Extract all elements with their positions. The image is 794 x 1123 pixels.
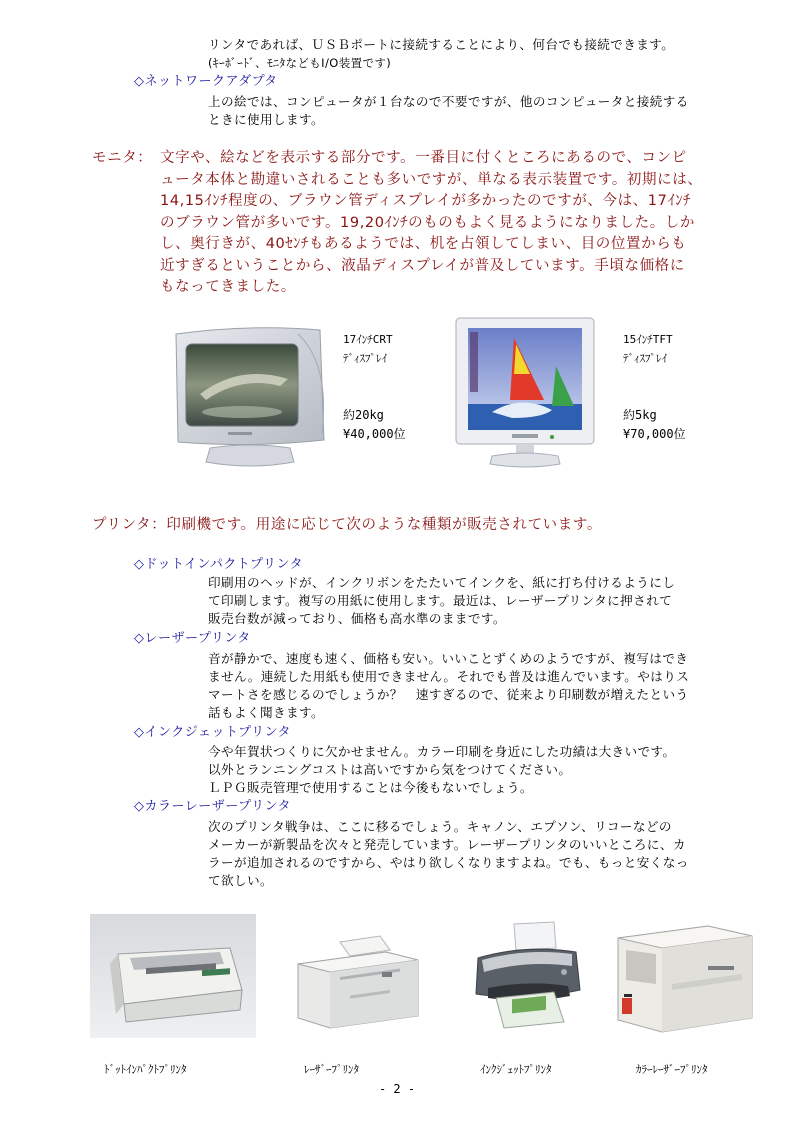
dot-impact-printer-image xyxy=(90,914,256,1038)
laser-printer-image xyxy=(290,924,424,1032)
caption-line: 17ｲﾝﾁCRT xyxy=(343,333,393,346)
text-line: ＬＰＧ販売管理で使用することは今後もないでしょう。 xyxy=(208,780,533,795)
crt-caption xyxy=(343,330,406,444)
inkjet-printer-image xyxy=(468,918,586,1030)
caption-line: 15ｲﾝﾁTFT xyxy=(623,333,673,346)
text-line: 以外とランニングコストは高いですから気をつけてください。 xyxy=(208,762,572,777)
caption-inkjet-printer: ｲﾝｸｼﾞｪｯﾄﾌﾟﾘﾝﾀ xyxy=(480,1063,552,1076)
page-number: - 2 - xyxy=(378,1082,416,1096)
text-line: 近すぎるということから、液晶ディスプレイが普及しています。手頃な価格に xyxy=(160,257,685,274)
text-line: て印刷します。複写の用紙に使用します。最近は、レーザープリンタに押されて xyxy=(208,593,673,608)
caption-price: ¥40,000位 xyxy=(343,427,406,441)
heading-network-adapter: ◇ネットワークアダプタ xyxy=(134,74,278,89)
heading-color-laser-printer: ◇カラーレーザープリンタ xyxy=(134,799,292,814)
text-line: 次のプリンタ戦争は、ここに移るでしょう。キャノン、エプソン、リコーなどの xyxy=(208,819,672,834)
text-line: 音が静かで、速度も速く、価格も安い。いいことずくめのようですが、複写はでき xyxy=(208,651,689,666)
caption-price: ¥70,000位 xyxy=(623,427,686,441)
caption-weight: 約20kg xyxy=(343,408,384,422)
term-monitor: モニタ： xyxy=(92,150,153,166)
laser-text xyxy=(208,650,689,722)
text-line: 14,15ｲﾝﾁ程度の、ブラウン管ディスプレイが多かったのですが、今は、17ｲﾝﾁ xyxy=(160,193,692,209)
text-line: (ｷｰﾎﾞｰﾄﾞ、ﾓﾆﾀなどもI/O装置です) xyxy=(208,56,392,70)
text-line: リンタであれば、ＵＳＢポートに接続することにより、何台でも接続できます。 xyxy=(208,37,675,52)
color-laser-text xyxy=(208,818,689,890)
text-line: ません。連続した用紙も使用できません。それでも普及は進んでいます。やはりス xyxy=(208,669,690,684)
color-laser-printer-image xyxy=(612,920,758,1040)
text-line: ュータ本体と勘違いされることも多いですが、単なる表示装置です。初期には、 xyxy=(160,171,703,188)
tft-caption xyxy=(623,330,686,444)
inkjet-text xyxy=(208,743,676,797)
text-line: 印刷用のヘッドが、インクリボンをたたいてインクを、紙に打ち付けるようにし xyxy=(208,575,676,590)
caption-line: ﾃﾞｨｽﾌﾟﾚｲ xyxy=(343,352,387,365)
text-line: ラーが追加されるのですから、やはり欲しくなりますよね。でも、もっと安くなっ xyxy=(208,855,689,870)
caption-line: ﾃﾞｨｽﾌﾟﾚｲ xyxy=(623,352,667,365)
network-text xyxy=(208,93,689,129)
caption-weight: 約5kg xyxy=(623,408,657,422)
caption-color-laser-printer: ｶﾗｰﾚｰｻﾞｰﾌﾟﾘﾝﾀ xyxy=(636,1063,708,1076)
text-line: メーカーが新製品を次々と発売しています。レーザープリンタのいいところに、カ xyxy=(208,837,686,852)
text-line: ときに使用します。 xyxy=(208,112,324,127)
text-line: て欲しい。 xyxy=(208,873,273,888)
caption-dot-impact-printer: ﾄﾞｯﾄｲﾝﾊﾟｸﾄﾌﾟﾘﾝﾀ xyxy=(104,1063,187,1076)
text-line: 今や年賀状つくりに欠かせません。カラー印刷を身近にした功績は大きいです。 xyxy=(208,744,676,759)
heading-inkjet-printer: ◇インクジェットプリンタ xyxy=(134,725,292,740)
monitor-text xyxy=(160,148,702,299)
caption-laser-printer: ﾚｰｻﾞｰﾌﾟﾘﾝﾀ xyxy=(304,1063,359,1076)
text-line: のブラウン管が多いです。19,20ｲﾝﾁのものもよく見るようになりました。しか xyxy=(160,214,695,231)
text-line: 販売台数が減っており、価格も高水準のままです。 xyxy=(208,611,506,626)
text-line: し、奥行きが、40ｾﾝﾁもあるようでは、机を占領してしまい、目の位置からも xyxy=(160,236,687,252)
text-line: マートさを感じるのでしょうか？ 速すぎるので、従来より印刷数が増えたという xyxy=(208,687,689,702)
crt-monitor-image xyxy=(170,324,330,470)
tft-monitor-image xyxy=(452,314,602,474)
printer-intro: プリンタ：印刷機です。用途に応じて次のような種類が販売されています。 xyxy=(92,517,602,533)
heading-laser-printer: ◇レーザープリンタ xyxy=(134,631,251,646)
text-line: もなってきました。 xyxy=(160,279,296,295)
heading-dot-impact-printer: ◇ドットインパクトプリンタ xyxy=(134,557,303,572)
dot-impact-text xyxy=(208,574,675,628)
text-line: 上の絵では、コンピュータが１台なので不要ですが、他のコンピュータと接続する xyxy=(208,94,689,109)
text-line: 文字や、絵などを表示する部分です。一番目に付くところにあるので、コンピ xyxy=(160,150,687,166)
text-line: 話もよく聞きます。 xyxy=(208,705,324,720)
usb-text xyxy=(208,36,674,72)
